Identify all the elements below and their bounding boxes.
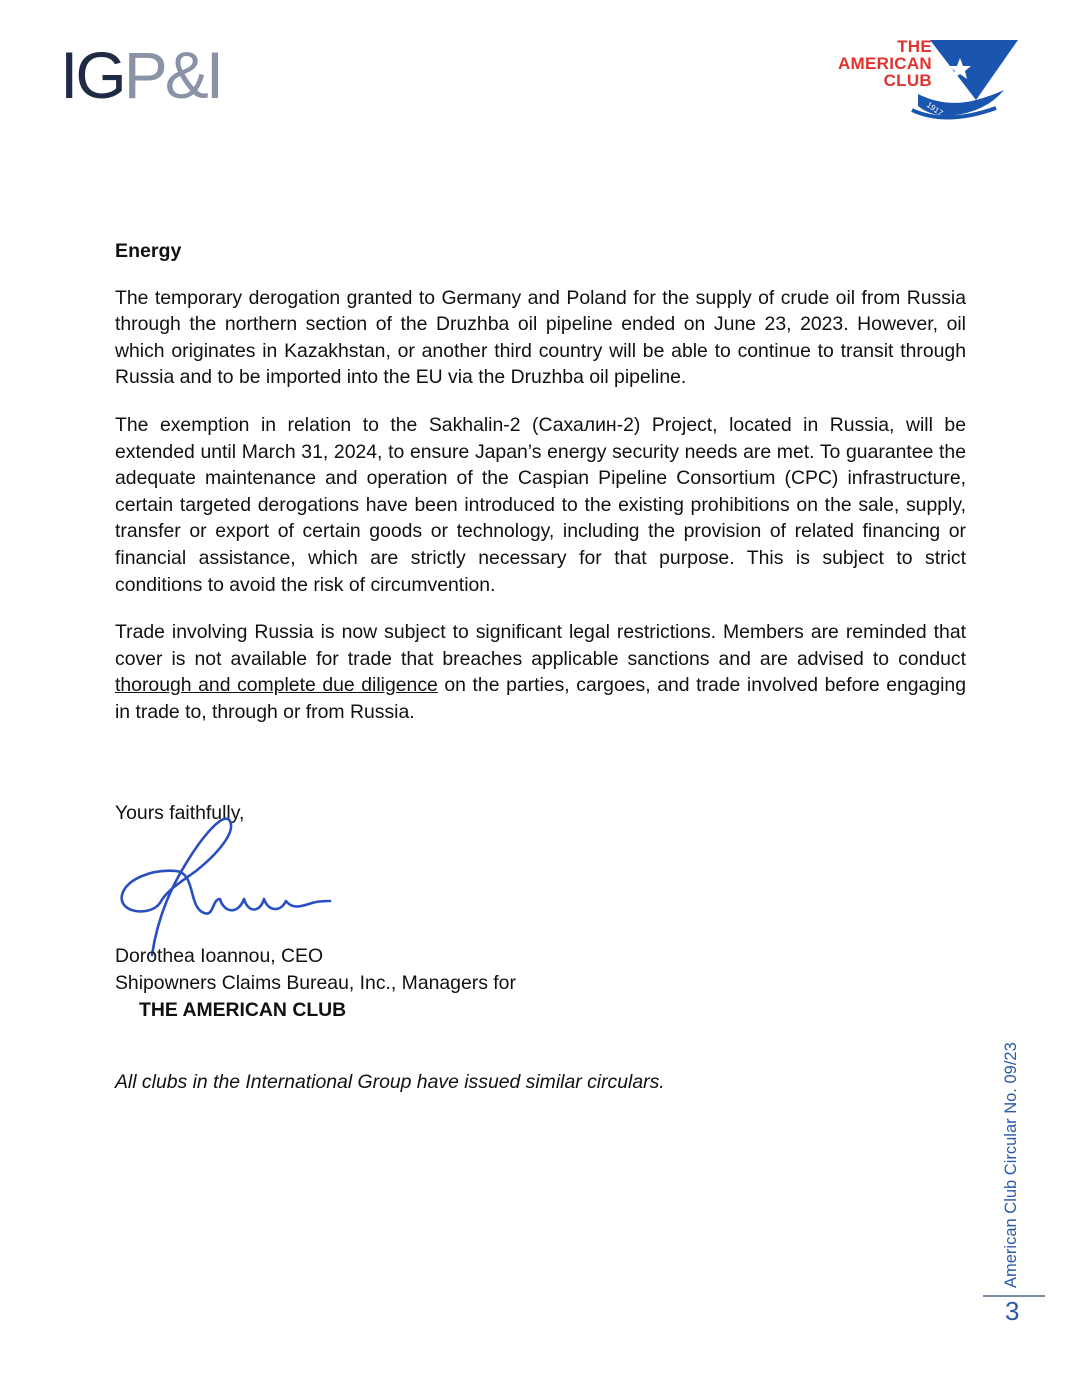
- igpi-logo: [60, 40, 240, 110]
- igpi-logo-pi: P&I: [123, 38, 222, 112]
- igpi-logo-ig: IG: [60, 38, 124, 112]
- paragraph-3-start: Trade involving Russia is now subject to significant legal restrictions. Members are reminded that cover is not available for trade that breaches applicable sanctions and are advised to conduct: [115, 621, 966, 670]
- logo-year: 1917: [924, 100, 945, 118]
- paragraph-druzhba: The temporary derogation granted to Germany and Poland for the supply of crude oil from Russia through the northern section of the Druzhba oil pipeline ended on June 23, 2023. However, oil which originates in Kazakhstan, or another third country will be able to continue to transit through Russia and to be imported into the EU via the Druzhba oil pipeline.: [115, 286, 966, 389]
- signoff: Yours faithfully,: [115, 802, 245, 824]
- closing-note: All clubs in the International Group have issued similar circulars.: [115, 1071, 665, 1093]
- club-name: THE AMERICAN CLUB: [139, 999, 347, 1021]
- american-club-logo-text: THE AMERICAN CLUB: [837, 37, 932, 90]
- due-diligence-link[interactable]: thorough and complete due diligence: [115, 674, 438, 697]
- handwritten-signature: [112, 795, 342, 965]
- circular-side-label: American Club Circular No. 09/23: [1002, 1042, 1020, 1288]
- signer-name: Dorothea Ioannou, CEO: [115, 945, 324, 967]
- circular-body: [115, 238, 966, 747]
- signer-company: Shipowners Claims Bureau, Inc., Managers for: [115, 972, 516, 994]
- signature-block: [115, 943, 516, 1024]
- section-heading: Energy: [115, 240, 182, 262]
- page-number: 3: [1005, 1296, 1020, 1326]
- paragraph-due-diligence: [115, 619, 966, 725]
- american-club-logo: [826, 36, 1024, 126]
- paragraph-sakhalin: The exemption in relation to the Sakhalin-2 (Сахалин-2) Project, located in Russia, will be extended until March 31, 2024, to ensure Japan’s energy security needs are met. To guarantee the adequate maintenance and operation of the Caspian Pipeline Consortium (CPC) infrastructure, certain targeted derogations have been introduced to the existing prohibitions on the sale, supply, transfer or export of certain goods or technology, including the provision of related financing or financial assistance, which are strictly necessary for that purpose. This is subject to strict conditions to avoid the risk of circumvention.: [115, 413, 966, 596]
- paragraph-3-end: on the parties, cargoes, and trade involved before engaging in trade to, through or from Russia.: [115, 674, 966, 723]
